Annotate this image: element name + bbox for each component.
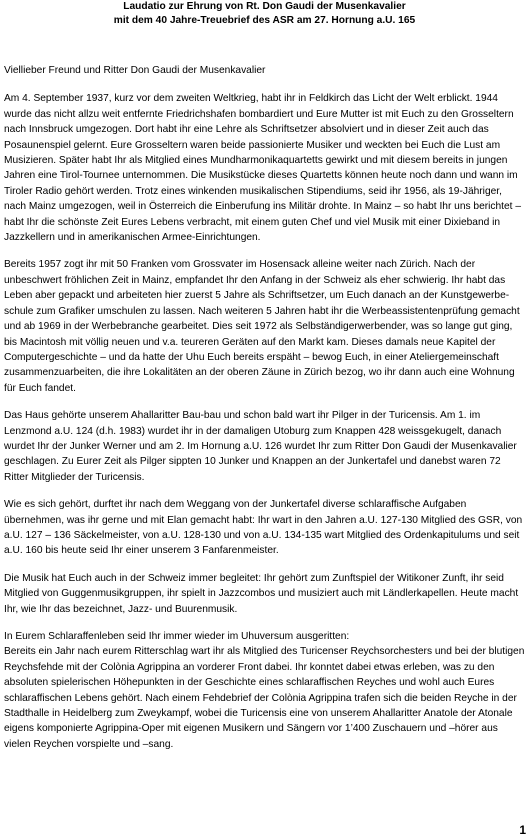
page-number: 1 bbox=[519, 823, 526, 837]
paragraph-music: Die Musik hat Euch auch in der Schweiz immer begleitet: Ihr gehört zum Zunftspiel der Witikoner Zunft, ihr seid Mitglied von Guggenmusikgruppen, ihr spielt in Jazzcombos und musiziert auch mit Ländlerkapellen. Heute macht Ihr, wie Ihr das bezeichnet, Jazz- und Buurenmusik. bbox=[4, 572, 519, 615]
title-line-2: mit dem 40 Jahre-Treuebrief des ASR am 27. Hornung a.U. 165 bbox=[113, 15, 416, 26]
salutation: Viellieber Freund und Ritter Don Gaudi der Musenkavalier bbox=[4, 65, 266, 76]
document-title bbox=[0, 0, 529, 28]
document-body bbox=[4, 63, 525, 764]
paragraph-pilgrim-turicensis: Das Haus gehörte unserem Ahallaritter Bau-bau und schon bald wart ihr Pilger in der Turicensis. Am 1. im Lenzmond a.U. 124 (d.h. 1983) wurdet ihr in der damaligen Utoburg zum Knappen 428 weissgekugelt, danach wurdet Ihr der Junker Werner und am 2. Im Hornung a.U. 126 wurdet Ihr zum Ritter Don Gaudi der Musenkavalier geschlagen. Zu Eurer Zeit als Pilger sippten 10 Junker und Knappen an der Junkertafel und danebst waren 72 Ritter Mitglieder der Turicensis. bbox=[4, 410, 517, 483]
paragraph-offices: Wie es sich gehört, durftet ihr nach dem Weggang von der Junkertafel diverse schlaraffische Aufgaben übernehmen, was ihr gerne und mit Elan gemacht habt: Ihr wart in den Jahren a.U. 127-130 Mitglied des GSR, von a.U. 127 – 136 Säckelmeister, von a.U. 128-130 und von a.U. 134-135 wart Mitglied des Ordenkapitulums und seit a.U. 160 bis heute seid Ihr einer unserem 3 Fanfarenmeister. bbox=[4, 499, 523, 557]
paragraph-zurich-career: Bereits 1957 zogt ihr mit 50 Franken vom Grossvater im Hosensack alleine weiter nach Zürich. Nach der unbeschwert fröhlichen Zeit in Mainz, empfandet Ihr den Anfang in der Schweiz als eher schwierig. Ihr habt das Leben aber gepackt und arbeiteten hier zuerst 5 Jahre als Schriftsetzer, um Euch danach an der Kunstgewerbe-schule zum Grafiker umschulen zu lassen. Nach weiteren 5 Jahren habt ihr die Werbeassistentenprüfung gemacht und ab 1969 in der Werbebranche gearbeitet. Dies seit 1972 als Selbständigerwerbender, was so lange gut ging, bis Macintosh mit völlig neuen und v.a. teureren Geräten auf den Markt kam. Dieses damals neue Kapitel der Computergeschichte – und da hatte der Uhu Euch bereits erspäht – bewog Euch, in einer Ateliergemeinschaft zusammenzuarbeiten, die ihre Lokalitäten an der oberen Zäune in Zürich bezog, wo ihr dann auch eine Wohnung für Euch fandet. bbox=[4, 259, 520, 394]
paragraph-birth-and-youth: Am 4. September 1937, kurz vor dem zweiten Weltkrieg, habt ihr in Feldkirch das Licht der Welt erblickt. 1944 wurde das nicht allzu weit entfernte Friedrichshafen bombardiert und Eure Mutter ist mit Euch zu den Grosseltern nach Innsbruck umgezogen. Dort habt ihr eine Lehre als Schriftsetzer absolviert und in dieser Zeit auch das Posaunenspiel gelernt. Eure Grosseltern waren beide passionierte Musiker und weckten bei Euch die Lust am Musizieren. Später habt Ihr als Mitglied eines Mundharmonikaquartetts gewirkt und mit diesem bereits in jungen Jahren eine Tirol-Tournee unternommen. Die Musikstücke dieses Quartetts können heute noch dann und wann im Tiroler Radio gehört werden. Trotz eines winkenden musikalischen Stipendiums, seid ihr 1956, als 19-Jähriger, nach Mainz umgezogen, weil in Österreich die Einberufung ins Militär drohte. In Mainz – so habt Ihr uns berichtet – habt Ihr die schönste Zeit Eures Lebens verbracht, mit einem guten Chef und viel Musik mit einer Dixieband in Jazzkellern und in amerikanischen Armee-Einrichtungen. bbox=[4, 93, 522, 244]
title-line-1: Laudatio zur Ehrung von Rt. Don Gaudi der Musenkavalier bbox=[123, 1, 406, 12]
paragraph-uhuversum: In Eurem Schlaraffenleben seid Ihr immer wieder im Uhuversum ausgeritten: Bereits ein Jahr nach eurem Ritterschlag wart ihr als Mitglied des Turicenser Reychsorchesters und bei der blutigen Reychsfehde mit der Colònia Agrippina an vorderer Front dabei. Ihr konntet dabei etwas erleben, was zu den absoluten spielerischen Höhepunkten in der Geschichte eines schlaraffischen Reyches und wohl auch Eures schlaraffischen Lebens gehört. Nach einem Fehdebrief der Colònia Agrippina trafen sich die beiden Reyche in der Stadthalle in Heidelberg zum Zweykampf, wobei die Turicensis eine von unserem Ahallaritter Anatole der Atonale eigens komponierte Agrippina-Oper mit eigenen Musikern und Sängern vor 1’400 Zuschauern und –hörer aus vielen Reychen vorspielte und –sang. bbox=[4, 631, 525, 750]
